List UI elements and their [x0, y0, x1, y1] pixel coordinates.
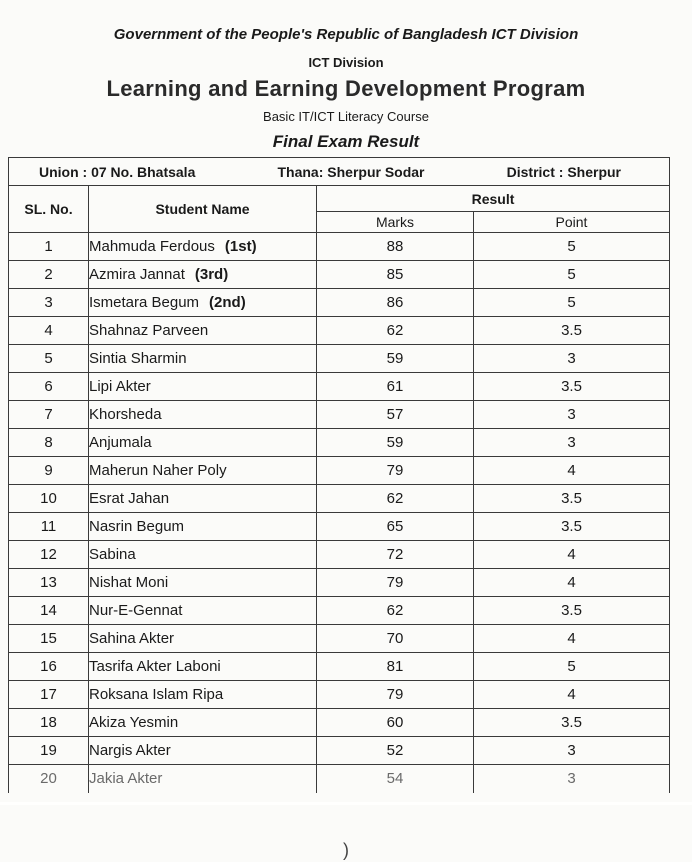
marks-cell: 86: [317, 289, 474, 317]
marks-cell: 81: [317, 653, 474, 681]
name-cell: [89, 765, 317, 793]
table-row: [9, 485, 670, 513]
table-row: [9, 457, 670, 485]
sl-cell: 15: [9, 625, 89, 653]
student-name: Tasrifa Akter Laboni: [89, 658, 221, 675]
table-row: [9, 401, 670, 429]
table-row: [9, 513, 670, 541]
course-subtitle: Basic IT/ICT Literacy Course: [263, 109, 429, 124]
sl-cell: 7: [9, 401, 89, 429]
name-cell: [89, 513, 317, 541]
student-name: Nur-E-Gennat: [89, 602, 183, 619]
division-heading: ICT Division: [308, 55, 384, 70]
sl-cell: 10: [9, 485, 89, 513]
name-cell: [89, 709, 317, 737]
name-cell: [89, 233, 317, 261]
table-row: [9, 373, 670, 401]
sl-cell: 16: [9, 653, 89, 681]
sl-cell: 20: [9, 765, 89, 793]
point-cell: 5: [474, 233, 670, 261]
union-label: Union : 07 No. Bhatsala: [39, 163, 196, 180]
marks-header: Marks: [317, 212, 474, 233]
table-row: [9, 289, 670, 317]
student-name: Shahnaz Parveen: [89, 322, 209, 339]
government-heading: Government of the People's Republic of Bangladesh ICT Division: [113, 26, 579, 43]
student-name: Nishat Moni: [89, 574, 169, 591]
district-label: District : Sherpur: [506, 163, 621, 180]
table-row: [9, 737, 670, 765]
student-name: Khorsheda: [89, 406, 162, 423]
student-name: Esrat Jahan: [89, 490, 170, 507]
name-cell: [89, 429, 317, 457]
sl-header: SL. No.: [9, 186, 89, 233]
results-table: [8, 157, 670, 793]
name-cell: [89, 681, 317, 709]
thana-label: Thana: Sherpur Sodar: [277, 163, 425, 180]
name-cell: [89, 261, 317, 289]
point-cell: 5: [474, 289, 670, 317]
student-name: Ismetara Begum: [89, 294, 200, 311]
student-name: Akiza Yesmin: [89, 714, 179, 731]
sl-cell: 13: [9, 569, 89, 597]
name-header: Student Name: [89, 186, 317, 233]
sl-cell: 8: [9, 429, 89, 457]
sl-cell: 12: [9, 541, 89, 569]
sl-cell: 14: [9, 597, 89, 625]
table-row: [9, 345, 670, 373]
name-cell: [89, 457, 317, 485]
point-cell: 3: [474, 765, 670, 793]
marks-cell: 59: [317, 429, 474, 457]
student-name: Anjumala: [89, 434, 152, 451]
point-cell: 3.5: [474, 317, 670, 345]
student-name: Maherun Naher Poly: [89, 462, 227, 479]
table-row: [9, 681, 670, 709]
sl-cell: 9: [9, 457, 89, 485]
name-cell: [89, 317, 317, 345]
table-row: [9, 317, 670, 345]
sl-cell: 19: [9, 737, 89, 765]
table-row: [9, 625, 670, 653]
student-name: Roksana Islam Ripa: [89, 686, 224, 703]
point-cell: 5: [474, 261, 670, 289]
name-cell: [89, 485, 317, 513]
point-cell: 3.5: [474, 597, 670, 625]
marks-cell: 62: [317, 317, 474, 345]
marks-cell: 79: [317, 681, 474, 709]
rank-badge: (1st): [224, 238, 257, 255]
student-name: Sintia Sharmin: [89, 350, 187, 367]
sl-cell: 2: [9, 261, 89, 289]
student-name: Jakia Akter: [89, 770, 163, 787]
point-cell: 4: [474, 681, 670, 709]
result-title: Final Exam Result: [272, 132, 420, 151]
table-row: [9, 653, 670, 681]
table-row: [9, 765, 670, 793]
marks-cell: 65: [317, 513, 474, 541]
point-cell: 3.5: [474, 373, 670, 401]
sl-cell: 4: [9, 317, 89, 345]
student-name: Nargis Akter: [89, 742, 171, 759]
point-cell: 3.5: [474, 709, 670, 737]
student-name: Sahina Akter: [89, 630, 175, 647]
marks-cell: 57: [317, 401, 474, 429]
sl-cell: 6: [9, 373, 89, 401]
name-cell: [89, 569, 317, 597]
page-mark: ): [343, 840, 349, 860]
table-row: [9, 597, 670, 625]
marks-cell: 59: [317, 345, 474, 373]
name-cell: [89, 625, 317, 653]
table-row: [9, 709, 670, 737]
marks-cell: 54: [317, 765, 474, 793]
sl-cell: 18: [9, 709, 89, 737]
point-header: Point: [474, 212, 670, 233]
point-cell: 4: [474, 625, 670, 653]
name-cell: [89, 401, 317, 429]
program-title: Learning and Earning Development Program: [106, 76, 586, 101]
point-cell: 3: [474, 429, 670, 457]
table-row: [9, 261, 670, 289]
table-row: [9, 541, 670, 569]
marks-cell: 85: [317, 261, 474, 289]
point-cell: 4: [474, 457, 670, 485]
table-row: [9, 233, 670, 261]
marks-cell: 52: [317, 737, 474, 765]
name-cell: [89, 345, 317, 373]
point-cell: 5: [474, 653, 670, 681]
sl-cell: 3: [9, 289, 89, 317]
location-row: [9, 158, 670, 186]
point-cell: 3: [474, 345, 670, 373]
student-name: Nasrin Begum: [89, 518, 185, 535]
student-name: Mahmuda Ferdous: [89, 238, 215, 255]
name-cell: [89, 737, 317, 765]
name-cell: [89, 373, 317, 401]
student-name: Lipi Akter: [89, 378, 151, 395]
point-cell: 3: [474, 737, 670, 765]
marks-cell: 70: [317, 625, 474, 653]
sl-cell: 11: [9, 513, 89, 541]
header-row: [9, 186, 670, 212]
student-name: Sabina: [89, 546, 136, 563]
marks-cell: 61: [317, 373, 474, 401]
name-cell: [89, 289, 317, 317]
scan-artifact: [0, 802, 692, 805]
point-cell: 3.5: [474, 485, 670, 513]
marks-cell: 79: [317, 569, 474, 597]
name-cell: [89, 597, 317, 625]
rank-badge: (3rd): [194, 266, 229, 283]
name-cell: [89, 653, 317, 681]
table-row: [9, 569, 670, 597]
rank-badge: (2nd): [209, 294, 246, 311]
point-cell: 3: [474, 401, 670, 429]
student-name: Azmira Jannat: [89, 266, 185, 283]
point-cell: 4: [474, 569, 670, 597]
marks-cell: 88: [317, 233, 474, 261]
marks-cell: 62: [317, 597, 474, 625]
sl-cell: 5: [9, 345, 89, 373]
name-cell: [89, 541, 317, 569]
table-row: [9, 429, 670, 457]
marks-cell: 62: [317, 485, 474, 513]
sl-cell: 1: [9, 233, 89, 261]
results-body: [9, 233, 670, 793]
marks-cell: 79: [317, 457, 474, 485]
point-cell: 4: [474, 541, 670, 569]
marks-cell: 60: [317, 709, 474, 737]
sl-cell: 17: [9, 681, 89, 709]
point-cell: 3.5: [474, 513, 670, 541]
result-header: Result: [317, 186, 670, 212]
marks-cell: 72: [317, 541, 474, 569]
